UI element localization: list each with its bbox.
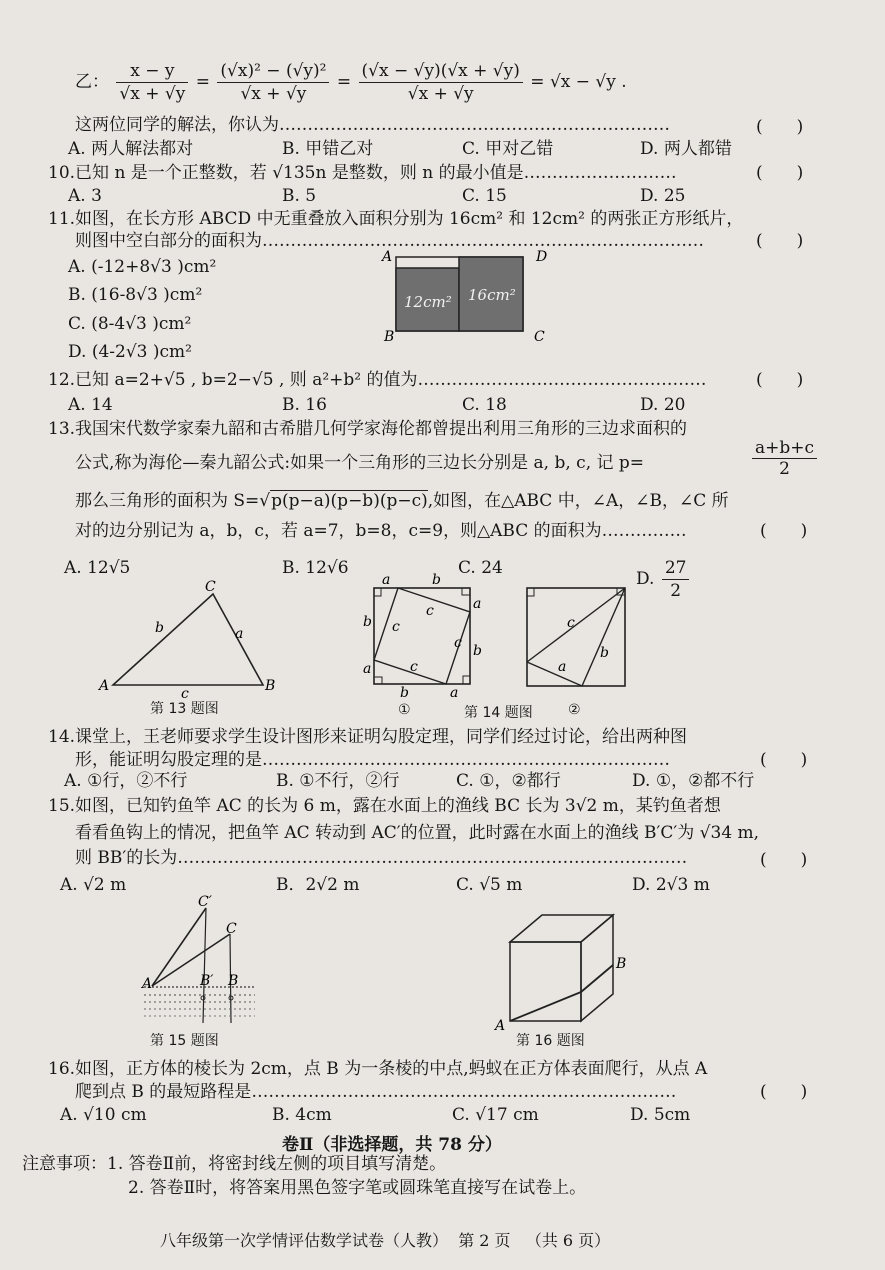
q11-option-d: D. (4-2√3 )cm² [68,342,192,362]
q16-line1: 16.如图，正方体的棱长为 2cm，点 B 为一条棱的中点,蚂蚁在正方体表面爬行，从点 A [48,1059,708,1079]
q15-answer-paren: ( ) [760,850,808,870]
fig11-label-b: B [384,329,395,345]
fig11-big-area: 16cm² [468,286,516,304]
q11-option-a: A. (-12+8√3 )cm² [68,257,217,277]
q13-option-a: A. 12√5 [64,558,131,578]
q12-option-d: D. 20 [640,395,686,415]
svg-text:A: A [142,976,153,992]
svg-text:a: a [363,661,372,677]
q13-p-fraction: $\frac{a+b+c}{2}$ [752,438,817,479]
fig14-figure-2 [527,588,625,686]
q14-answer-paren: ( ) [760,750,808,770]
part2-notes-line2: 2. 答卷Ⅱ时，将答案用黑色签字笔或圆珠笔直接写在试卷上。 [128,1178,587,1198]
q14-line1: 14.课堂上，王老师要求学生设计图形来证明勾股定理，同学们经过讨论，给出两种图 [48,727,688,747]
fig13-label-c: C [205,579,216,595]
svg-text:a: a [473,596,482,612]
q10-answer-paren: ( ) [756,163,804,183]
q13-option-c: C. 24 [458,558,503,578]
q11-rectangle-figure [380,245,550,345]
q9-answer-paren: ( ) [756,117,804,137]
q13-answer-paren: ( ) [760,521,808,541]
fig13-side-b: b [155,620,164,636]
q13-line3: 那么三角形的面积为 S=√p(p−a)(p−b)(p−c),如图，在△ABC 中，∠A，∠B，∠C 所 [75,491,729,511]
fig11-label-d: D [536,249,548,265]
q10-option-b: B. 5 [282,186,317,206]
fig11-label-a: A [382,249,393,265]
q13-option-b: B. 12√6 [282,558,349,578]
fig14-figure-1 [363,572,482,701]
svg-text:b: b [473,643,482,659]
q14-option-c: C. ①，②都行 [456,771,561,791]
q16-option-c: C. √17 cm [452,1105,539,1125]
q11-option-c: C. (8-4√3 )cm² [68,314,192,334]
q10-option-a: A. 3 [68,186,102,206]
q13-line2: 公式,称为海伦—秦九韶公式:如果一个三角形的三边长分别是 a, b, c, 记 p= [75,453,645,473]
q10-option-d: D. 25 [640,186,686,206]
q13-figure-caption: 第 13 题图 [150,701,219,717]
q9-option-b: B. 甲错乙对 [282,139,374,159]
q9-option-a: A. 两人解法都对 [68,139,194,159]
q16-line2: 爬到点 B 的最短路程是………………………………………………………………… [75,1082,677,1102]
svg-text:C: C [226,921,237,937]
q14-option-b: B. ①不行，②行 [276,771,400,791]
q11-stem-line1: 11.如图，在长方形 ABCD 中无重叠放入面积分别为 16cm² 和 12cm² 的两张正方形纸片， [48,209,744,229]
q14-caption-left: ① [398,702,411,718]
q10-option-c: C. 15 [462,186,507,206]
q15-figure-caption: 第 15 题图 [150,1033,219,1049]
svg-text:a: a [382,572,391,588]
svg-text:b: b [400,685,409,701]
q13-triangle-figure [95,579,285,702]
q12-option-c: C. 18 [462,395,507,415]
svg-text:b: b [600,645,609,661]
q15-line2: 看看鱼钩上的情况，把鱼竿 AC 转动到 AC′的位置，此时露在水面上的渔线 B′C′为 √34 m, [75,823,760,843]
svg-text:c: c [410,659,418,675]
q11-answer-paren: ( ) [756,231,804,251]
svg-text:c: c [567,615,575,631]
fig11-small-area: 12cm² [404,293,452,311]
footer: 八年级第一次学情评估数学试卷（人教） 第 2 页 （共 6 页） [160,1231,611,1250]
q13-line4: 对的边分别记为 a，b，c，若 a=7，b=8，c=9，则△ABC 的面积为…………… [75,521,687,541]
q15-option-a: A. √2 m [60,875,127,895]
q10-stem: 10.已知 n 是一个正整数，若 √135n 是整数，则 n 的最小值是……………………… [48,163,677,183]
q14-line2: 形，能证明勾股定理的是……………………………………………………………… [75,750,670,770]
svg-text:c: c [392,619,400,635]
q15-option-b: B．2√2 m [276,875,360,895]
q16-option-b: B. 4cm [272,1105,332,1125]
svg-text:c: c [454,635,462,651]
svg-text:C′: C′ [198,894,212,910]
q14-option-d: D. ①，②都不行 [632,771,755,791]
svg-text:a: a [558,659,567,675]
svg-text:B′: B′ [200,973,214,989]
q11-stem-line2: 则图中空白部分的面积为…………………………………………………………………… [75,231,704,251]
q15-line1: 15.如图，已知钓鱼竿 AC 的长为 6 m，露在水面上的渔线 BC 长为 3√2 m，某钓鱼者想 [48,796,721,816]
q15-fishing-figure [140,894,260,1028]
q9-stem: 这两位同学的解法，你认为…………………………………………………………… [75,115,670,135]
q12-stem: 12.已知 a=2+√5 , b=2−√5 , 则 a²+b² 的值为…………………………………………… [48,370,707,390]
q13-option-d: D. $\frac{27}{2}$ [636,557,691,602]
fig13-label-b: B [265,678,276,694]
q9-option-d: D. 两人都错 [640,139,732,159]
part2-title: 卷Ⅱ（非选择题，共 78 分） [282,1135,502,1155]
q15-line3: 则 BB′的长为……………………………………………………………………………… [75,848,688,868]
q14-option-a: A. ①行，②不行 [64,771,188,791]
q16-figure-caption: 第 16 题图 [516,1033,585,1049]
q12-option-b: B. 16 [282,395,327,415]
q16-option-d: D. 5cm [630,1105,691,1125]
fig13-side-a: a [235,626,244,642]
svg-text:B: B [228,973,239,989]
svg-text:b: b [363,614,372,630]
svg-text:b: b [432,572,441,588]
q14-figures [360,572,635,701]
q16-answer-paren: ( ) [760,1082,808,1102]
q14-figure-caption: 第 14 题图 [464,705,533,721]
q16-option-a: A. √10 cm [60,1105,147,1125]
part2-notes-line1: 注意事项：1. 答卷Ⅱ前，将密封线左侧的项目填写清楚。 [22,1154,447,1174]
q12-option-a: A. 14 [68,395,113,415]
q16-cube-figure [490,912,630,1032]
q14-caption-right: ② [568,702,581,718]
q12-answer-paren: ( ) [756,370,804,390]
fig13-side-c: c [181,686,189,702]
q15-option-d: D. 2√3 m [632,875,710,895]
svg-text:c: c [426,603,434,619]
q9-option-c: C. 甲对乙错 [462,139,554,159]
q11-option-b: B. (16-8√3 )cm² [68,285,203,305]
svg-text:B: B [616,956,627,972]
fig13-label-a: A [99,678,110,694]
q9-yi-line: 乙： $\frac{x - y}{√x + √y}$ = $\frac{\text{(√x)² − (√y)²}}{√x + √y}$ = $\frac{(√x - √y)(√x + √y)}{√x + √y}$ = √x − √y . [75,61,627,104]
svg-text:A: A [495,1018,506,1034]
q13-line1: 13.我国宋代数学家秦九韶和古希腊几何学家海伦都曾提出利用三角形的三边求面积的 [48,419,688,439]
q15-option-c: C. √5 m [456,875,523,895]
svg-text:a: a [450,685,459,701]
fig11-label-c: C [534,329,545,345]
